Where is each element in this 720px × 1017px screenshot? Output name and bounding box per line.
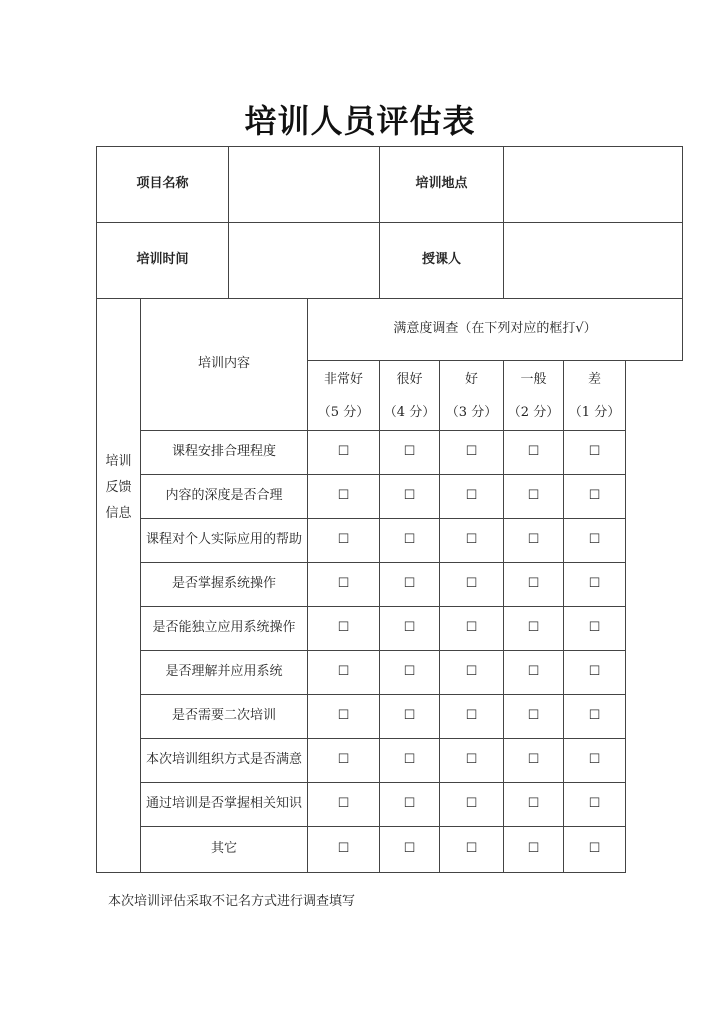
item-label: 内容的深度是否合理 <box>141 475 308 519</box>
time-label: 培训时间 <box>97 223 229 299</box>
row-survey-header <box>97 299 683 361</box>
location-label: 培训地点 <box>380 147 504 223</box>
table-row <box>97 475 683 519</box>
rating-checkbox[interactable]: ☐ <box>380 475 440 519</box>
rating-label: 差 <box>587 371 601 387</box>
rating-checkbox[interactable]: ☐ <box>504 519 564 563</box>
item-label: 其它 <box>141 827 308 873</box>
rating-checkbox[interactable]: ☐ <box>564 519 626 563</box>
rating-checkbox[interactable]: ☐ <box>440 739 504 783</box>
rating-checkbox[interactable]: ☐ <box>380 827 440 873</box>
rating-score: （1 分） <box>568 404 621 420</box>
rating-checkbox[interactable]: ☐ <box>504 827 564 873</box>
rating-header-2 <box>504 361 564 431</box>
lecturer-label: 授课人 <box>380 223 504 299</box>
rating-label: 一般 <box>520 371 547 387</box>
rating-header-4 <box>380 361 440 431</box>
rating-checkbox[interactable]: ☐ <box>504 783 564 827</box>
rating-checkbox[interactable]: ☐ <box>380 563 440 607</box>
item-label: 课程对个人实际应用的帮助 <box>141 519 308 563</box>
rating-checkbox[interactable]: ☐ <box>504 695 564 739</box>
rating-checkbox[interactable]: ☐ <box>380 783 440 827</box>
rating-score: （4 分） <box>383 404 436 420</box>
rating-checkbox[interactable]: ☐ <box>504 475 564 519</box>
item-label: 是否能独立应用系统操作 <box>141 607 308 651</box>
rating-checkbox[interactable]: ☐ <box>564 431 626 475</box>
rating-checkbox[interactable]: ☐ <box>308 827 380 873</box>
rating-checkbox[interactable]: ☐ <box>308 607 380 651</box>
rating-checkbox[interactable]: ☐ <box>440 563 504 607</box>
table-row <box>97 519 683 563</box>
rating-checkbox[interactable]: ☐ <box>504 607 564 651</box>
evaluation-table <box>96 146 683 873</box>
rating-checkbox[interactable]: ☐ <box>504 431 564 475</box>
location-field[interactable] <box>504 147 683 223</box>
rating-checkbox[interactable]: ☐ <box>564 563 626 607</box>
project-name-label: 项目名称 <box>97 147 229 223</box>
table-row <box>97 827 683 873</box>
table-row <box>97 695 683 739</box>
rating-checkbox[interactable]: ☐ <box>504 651 564 695</box>
rating-checkbox[interactable]: ☐ <box>564 695 626 739</box>
feedback-section-label <box>97 299 141 873</box>
time-field[interactable] <box>229 223 380 299</box>
table-row <box>97 739 683 783</box>
table-row <box>97 431 683 475</box>
rating-label: 很好 <box>396 371 423 387</box>
rating-checkbox[interactable]: ☐ <box>440 695 504 739</box>
rating-checkbox[interactable]: ☐ <box>308 563 380 607</box>
rating-checkbox[interactable]: ☐ <box>380 431 440 475</box>
lecturer-field[interactable] <box>504 223 683 299</box>
rating-score: （3 分） <box>445 404 498 420</box>
rating-checkbox[interactable]: ☐ <box>440 475 504 519</box>
rating-checkbox[interactable]: ☐ <box>308 783 380 827</box>
rating-checkbox[interactable]: ☐ <box>380 607 440 651</box>
rating-header-5 <box>308 361 380 431</box>
feedback-label-line: 反馈 <box>105 480 132 495</box>
rating-checkbox[interactable]: ☐ <box>564 651 626 695</box>
rating-checkbox[interactable]: ☐ <box>504 563 564 607</box>
rating-checkbox[interactable]: ☐ <box>308 519 380 563</box>
rating-label: 好 <box>464 371 478 387</box>
rating-checkbox[interactable]: ☐ <box>440 607 504 651</box>
rating-checkbox[interactable]: ☐ <box>308 739 380 783</box>
item-label: 本次培训组织方式是否满意 <box>141 739 308 783</box>
rating-checkbox[interactable]: ☐ <box>440 651 504 695</box>
rating-checkbox[interactable]: ☐ <box>564 475 626 519</box>
feedback-label-line: 信息 <box>105 506 132 521</box>
feedback-label-line: 培训 <box>105 454 132 469</box>
rating-score: （2 分） <box>507 404 560 420</box>
rating-checkbox[interactable]: ☐ <box>564 783 626 827</box>
rating-checkbox[interactable]: ☐ <box>380 695 440 739</box>
item-label: 是否需要二次培训 <box>141 695 308 739</box>
row-time-lecturer <box>97 223 683 299</box>
rating-score: （5 分） <box>317 404 370 420</box>
rating-checkbox[interactable]: ☐ <box>380 519 440 563</box>
item-label: 是否理解并应用系统 <box>141 651 308 695</box>
rating-checkbox[interactable]: ☐ <box>504 739 564 783</box>
rating-checkbox[interactable]: ☐ <box>564 827 626 873</box>
form-title: 培训人员评估表 <box>244 102 476 140</box>
rating-label: 非常好 <box>323 371 363 387</box>
footer-note: 本次培训评估采取不记名方式进行调查填写 <box>108 894 356 909</box>
project-name-field[interactable] <box>229 147 380 223</box>
rating-checkbox[interactable]: ☐ <box>440 431 504 475</box>
table-row <box>97 783 683 827</box>
item-label: 课程安排合理程度 <box>141 431 308 475</box>
rating-checkbox[interactable]: ☐ <box>308 431 380 475</box>
rating-checkbox[interactable]: ☐ <box>308 651 380 695</box>
rating-header-1 <box>564 361 626 431</box>
row-project-location <box>97 147 683 223</box>
table-row <box>97 607 683 651</box>
item-label: 通过培训是否掌握相关知识 <box>141 783 308 827</box>
rating-checkbox[interactable]: ☐ <box>440 783 504 827</box>
rating-checkbox[interactable]: ☐ <box>440 519 504 563</box>
item-label: 是否掌握系统操作 <box>141 563 308 607</box>
survey-header: 满意度调查（在下列对应的框打√） <box>308 299 683 361</box>
rating-checkbox[interactable]: ☐ <box>564 607 626 651</box>
rating-checkbox[interactable]: ☐ <box>308 475 380 519</box>
rating-checkbox[interactable]: ☐ <box>380 651 440 695</box>
rating-header-3 <box>440 361 504 431</box>
rating-checkbox[interactable]: ☐ <box>308 695 380 739</box>
table-row <box>97 651 683 695</box>
rating-checkbox[interactable]: ☐ <box>440 827 504 873</box>
rating-checkbox[interactable]: ☐ <box>380 739 440 783</box>
table-row <box>97 563 683 607</box>
content-header: 培训内容 <box>141 299 308 431</box>
rating-checkbox[interactable]: ☐ <box>564 739 626 783</box>
